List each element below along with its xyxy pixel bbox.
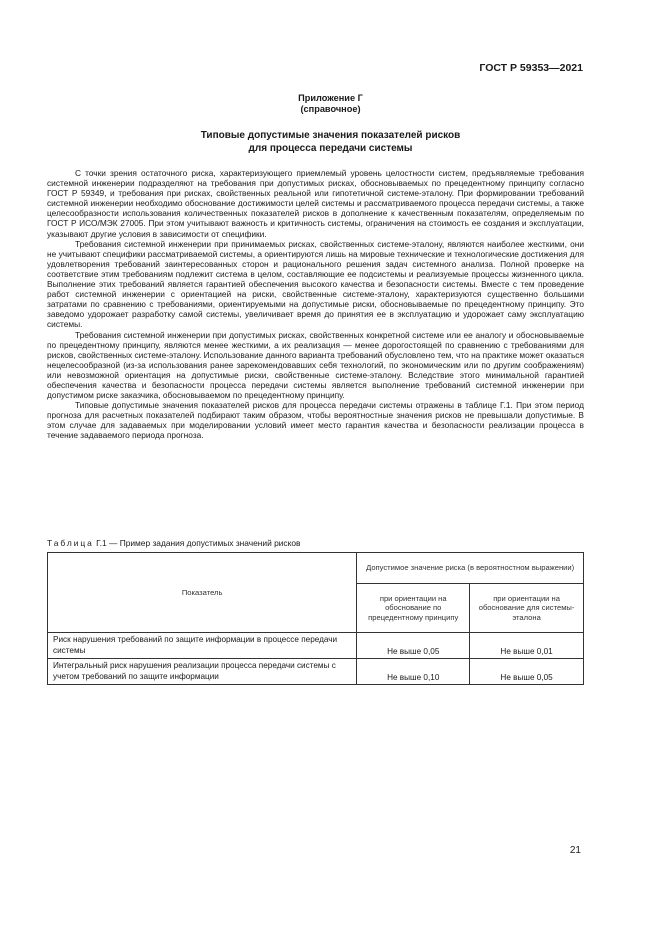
table-row [48,659,584,685]
table-header-row [48,553,584,584]
table-row [48,633,584,659]
paragraph: С точки зрения остаточного риска, характеризующего приемлемый уровень целостности систем, предъявляемые требования системной инженерии подразделяют на требования при допустимых рисках, обосновываемых по прецедентному принципу согласно ГОСТ Р 59349, и требования при рисках, свойственных реальной или гипотетичной системе-эталону. При формировании требований системной инженерии необходимо обоснование достижимости целей системы и рассматриваемого процесса передачи системы, а также целесообразности использования количественных показателей рисков в дополнение к качественным показателям, определяемым по ГОСТ Р ИСО/МЭК 27005. При этом учитывают важность и критичность системы, ограничения на стоимость ее создания и эксплуатации, указывают другие условия в зависимости от специфики. [47,168,584,239]
appendix-title [0,130,661,155]
appendix-type: (справочное) [300,104,361,114]
header-group: Допустимое значение риска (в вероятностном выражении) [357,553,584,584]
page-number: 21 [569,845,581,856]
table-caption [47,538,300,548]
risk-table [47,552,584,685]
paragraph: Требования системной инженерии при принимаемых рисках, свойственных системе-эталону, являются наиболее жесткими, они не учитывают специфики рассматриваемой системы, а ориентируются лишь на мировые технические и технологические достижения для удовлетворения требований заинтересованных сторон и рационального решения задач системного анализа. Полной проверке на соответствие этим требованиям подлежит система в целом, составляющие ее подсистемы и реализуемые процессы жизненного цикла. Выполнение этих требований является гарантией обеспечения высокого качества и безопасности системы. Вместе с тем проведение работ системной инженерии с ориентацией на риски, свойственные системе-эталону, характеризуются существенно большими затратами по сравнению с требованиями, ориентируемыми на допустимые риски, обосновываемые по прецедентному принципу. Это заведомо удорожает разработку самой системы, увеличивает время до принятия ее в эксплуатацию и удорожает саму эксплуатацию системы. [47,238,584,330]
appendix-heading [0,93,661,115]
paragraph: Типовые допустимые значения показателей рисков для процесса передачи системы отражены в таблице Г.1. При этом период прогноза для расчетных показателей подбирают таким образом, чтобы вероятностные значения рисков не превышали допустимые. В этом случае для задаваемых при моделировании условий имеет место гарантия качества и безопасности реализации процесса в течение задаваемого периода прогноза. [47,400,584,441]
header-indicator: Показатель [48,553,357,633]
body-text [47,168,584,441]
table-caption-prefix: Таблица [47,538,94,548]
appendix-label: Приложение Г [298,93,363,103]
paragraph: Требования системной инженерии при допустимых рисках, свойственных конкретной системе или ее аналогу и обосновываемые по прецедентному принципу, являются менее жесткими, а их реализация — менее дорогостоящей по сравнению с требованиями для рисков, свойственных системе-эталону. Использование данного варианта требований обусловлено тем, что на практике может оказаться нецелесообразной (из-за использования ранее зарекомендовавших себя технологий, по экономическим или по другим соображениям) или невозможной ориентация на допустимые риски, свойственные системе-эталону. Вследствие этого минимальной гарантией обеспечения качества и безопасности процесса передачи системы является выполнение требований системной инженерии при допустимом риске заказчика, обосновываемом по прецедентному принципу. [47,329,584,401]
cell-precedent: Не выше 0,10 [357,659,470,685]
cell-reference: Не выше 0,05 [470,659,584,685]
document-code: ГОСТ Р 59353—2021 [479,62,583,74]
table-caption-text: Г.1 — Пример задания допустимых значений рисков [93,538,301,548]
cell-indicator: Интегральный риск нарушения реализации процесса передачи системы с учетом требований по защите информации [48,659,357,685]
header-reference: при ориентации на обоснование для системы-эталона [470,584,584,633]
cell-indicator: Риск нарушения требований по защите информации в процессе передачи системы [48,633,357,659]
cell-reference: Не выше 0,01 [470,633,584,659]
cell-precedent: Не выше 0,05 [357,633,470,659]
title-line-2: для процесса передачи системы [248,142,413,154]
title-line-1: Типовые допустимые значения показателей рисков [200,130,461,141]
header-precedent: при ориентации на обоснование по прецедентному принципу [357,584,470,633]
